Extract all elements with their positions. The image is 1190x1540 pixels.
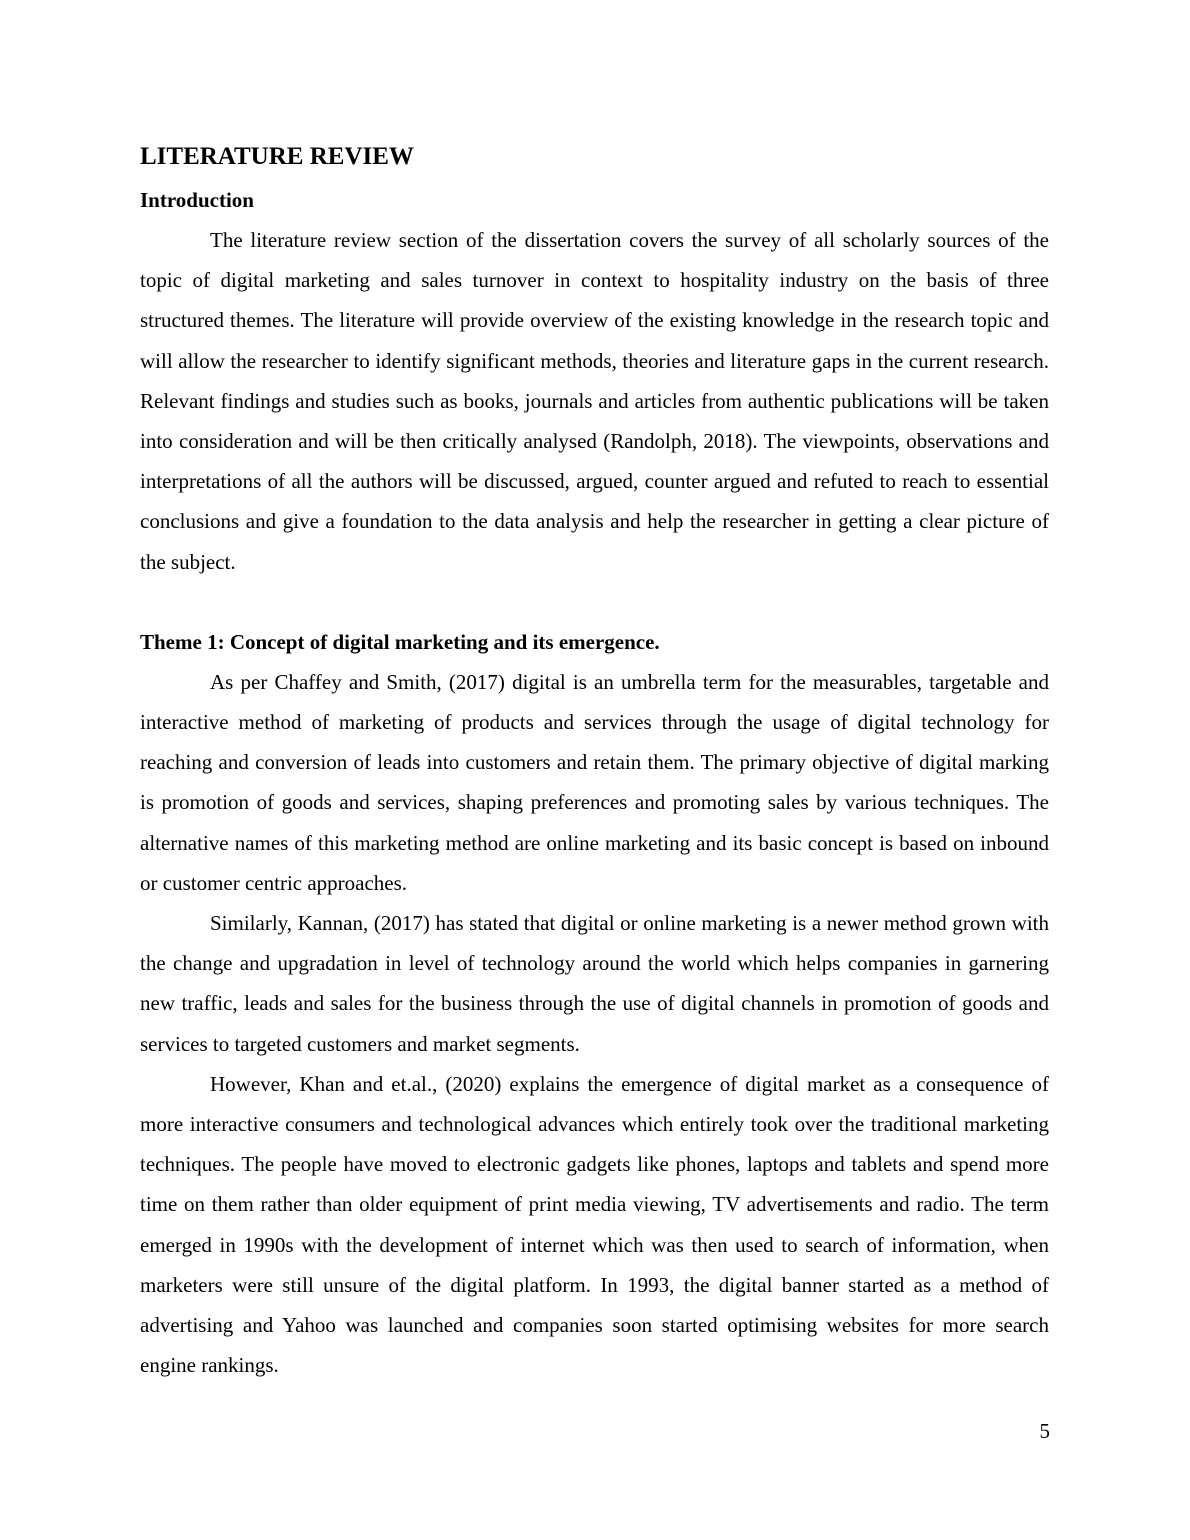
introduction-paragraph: The literature review section of the dissertation covers the survey of all scholarly sources of the topic of digital marketing and sales turnover in context to hospitality industry on the basis of three structured themes. The literature will provide overview of the existing knowledge in the research topic and will allow the researcher to identify significant methods, theories and literature gaps in the current research. Relevant findings and studies such as books, journals and articles from authentic publications will be taken into consideration and will be then critically analysed (Randolph, 2018). The viewpoints, observations and interpretations of all the authors will be discussed, argued, counter argued and refuted to reach to essential conclusions and give a foundation to the data analysis and help the researcher in getting a clear picture of the subject.: [140, 228, 1049, 574]
page-number: 5: [1039, 1419, 1050, 1443]
document-page: [140, 140, 1049, 1385]
page-title: LITERATURE REVIEW: [140, 143, 414, 170]
theme-1-paragraph-2: Similarly, Kannan, (2017) has stated that digital or online marketing is a newer method grown with the change and upgradation in level of technology around the world which helps companies in garnering new traffic, leads and sales for the business through the use of digital channels in promotion of goods and services to targeted customers and market segments.: [140, 911, 1049, 1056]
introduction-heading: Introduction: [140, 188, 254, 212]
theme-1-paragraph-1: As per Chaffey and Smith, (2017) digital is an umbrella term for the measurables, targetable and interactive method of marketing of products and services through the usage of digital technology for reaching and conversion of leads into customers and retain them. The primary objective of digital marking is promotion of goods and services, shaping preferences and promoting sales by various techniques. The alternative names of this marketing method are online marketing and its basic concept is based on inbound or customer centric approaches.: [140, 669, 1049, 895]
theme-1-paragraph-3: However, Khan and et.al., (2020) explains the emergence of digital market as a consequence of more interactive consumers and technological advances which entirely took over the traditional marketing techniques. The people have moved to electronic gadgets like phones, laptops and tablets and spend more time on them rather than older equipment of print media viewing, TV advertisements and radio. The term emerged in 1990s with the development of internet which was then used to search of information, when marketers were still unsure of the digital platform. In 1993, the digital banner started as a method of advertising and Yahoo was launched and companies soon started optimising websites for more search engine rankings.: [140, 1071, 1049, 1378]
theme-1-heading: Theme 1: Concept of digital marketing and its emergence.: [140, 629, 660, 654]
